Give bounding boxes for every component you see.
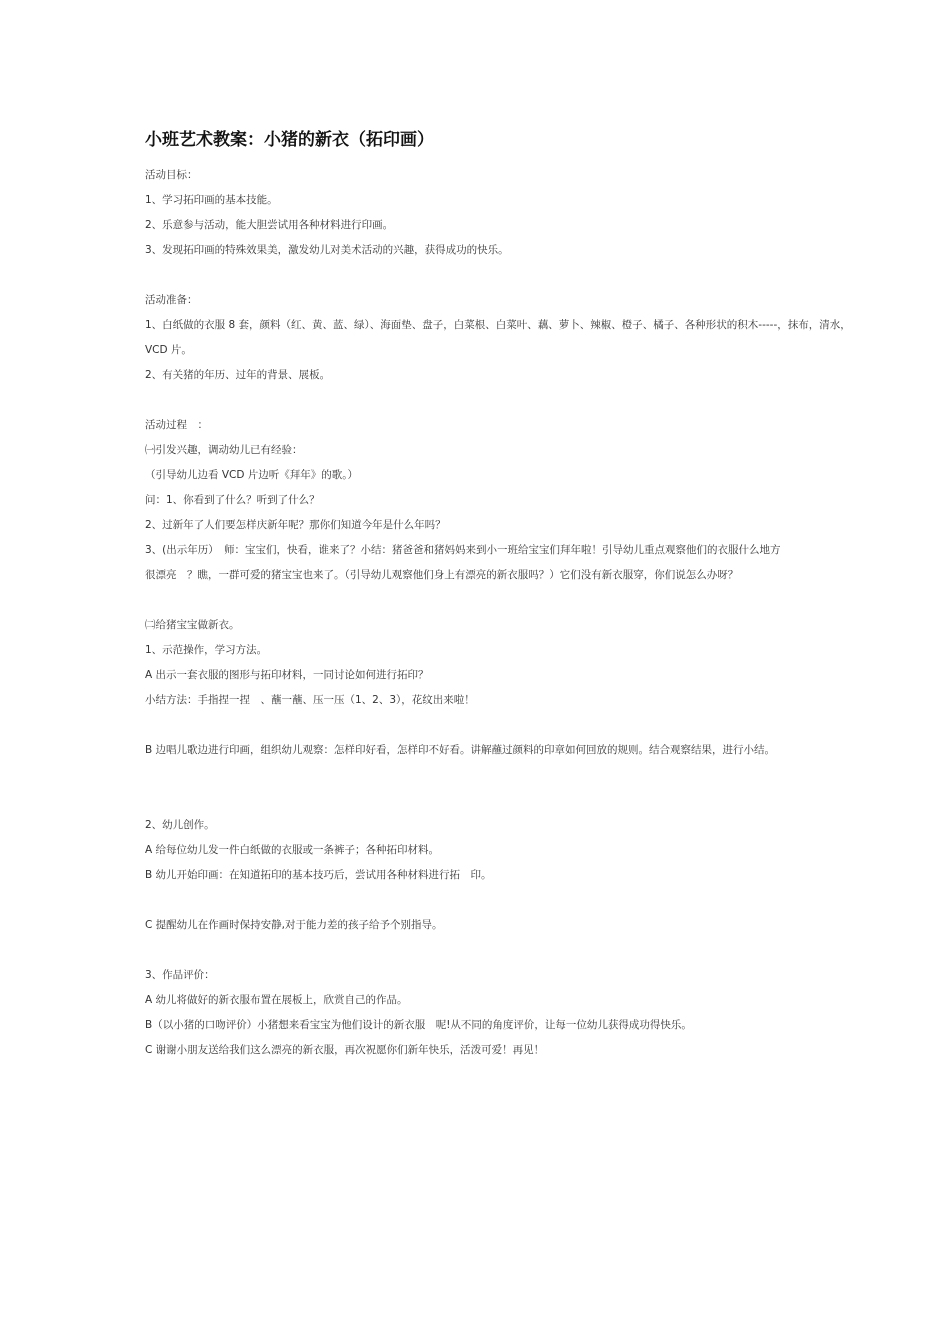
process-text: 问：1、你看到了什么？听到了什么？ — [145, 494, 320, 506]
preparation-item: 2、有关猪的年历、过年的背景、展板。 — [145, 369, 331, 381]
process-step-heading: ㈠引发兴趣，调动幼儿已有经验： — [145, 444, 303, 456]
paragraph-gap — [145, 763, 825, 813]
paragraph-gap — [145, 588, 825, 613]
process-text: 2、过新年了人们要怎样庆新年呢？那你们知道今年是什么年吗？ — [145, 519, 446, 531]
goal-item: 3、发现拓印画的特殊效果美，激发幼儿对美术活动的兴趣，获得成功的快乐。 — [145, 244, 509, 256]
document-title: 小班艺术教案：小猪的新衣（拓印画） — [145, 130, 434, 150]
process-text: C 提醒幼儿在作画时保持安静,对于能力差的孩子给予个别指导。 — [145, 919, 443, 931]
process-text: B 幼儿开始印画：在知道拓印的基本技巧后，尝试用各种材料进行拓 印。 — [145, 869, 492, 881]
process-text: 1、示范操作，学习方法。 — [145, 644, 268, 656]
process-step-heading: ㈡给猪宝宝做新衣。 — [145, 619, 240, 631]
process-text: C 谢谢小朋友送给我们这么漂亮的新衣服，再次祝愿你们新年快乐，活泼可爱！再见！ — [145, 1044, 545, 1056]
paragraph-gap — [145, 713, 825, 738]
process-text: 3、作品评价： — [145, 969, 215, 981]
process-text: B 边唱儿歌边进行印画，组织幼儿观察：怎样印好看，怎样印不好看。讲解蘸过颜料的印章如何回放的规则。结合观察结果，进行小结。 — [145, 744, 776, 756]
process-text: A 幼儿将做好的新衣服布置在展板上，欣赏自己的作品。 — [145, 994, 408, 1006]
document-body — [145, 163, 851, 1063]
process-text: A 出示一套衣服的图形与拓印材料，一同讨论如何进行拓印？ — [145, 669, 429, 681]
paragraph-gap — [145, 938, 825, 963]
process-text-continued: 很漂亮 ？瞧，一群可爱的猪宝宝也来了。（引导幼儿观察他们身上有漂亮的新衣服吗？）它们没有新衣服穿，你们说怎么办呀？ — [145, 569, 739, 581]
process-text: B（以小猪的口吻评价）小猪想来看宝宝为他们设计的新衣服 呢!从不同的角度评价，让每一位幼儿获得成功得快乐。 — [145, 1019, 692, 1031]
goal-item: 2、乐意参与活动，能大胆尝试用各种材料进行印画。 — [145, 219, 394, 231]
section-heading-goals: 活动目标： — [145, 169, 198, 181]
section-heading-process: 活动过程 ： — [145, 419, 208, 431]
process-text: 2、幼儿创作。 — [145, 819, 215, 831]
preparation-item-continued: VCD 片。 — [145, 344, 192, 356]
process-text: （引导幼儿边看 VCD 片边听《拜年》的歌。） — [145, 469, 359, 481]
preparation-item: 1、白纸做的衣服 8 套，颜料（红、黄、蓝、绿）、海面垫、盘子，白菜根、白菜叶、藕、萝卜、辣椒、橙子、橘子、各种形状的积木-----，抹布，清水， — [145, 319, 851, 331]
process-text: 小结方法：手指捏一捏 、蘸一蘸、压一压（1、2、3），花纹出来啦！ — [145, 694, 475, 706]
goal-item: 1、学习拓印画的基本技能。 — [145, 194, 278, 206]
process-text: 3、(出示年历） 师：宝宝们，快看，谁来了？小结：猪爸爸和猪妈妈来到小一班给宝宝们拜年啦！引导幼儿重点观察他们的衣服什么地方 — [145, 544, 781, 556]
section-heading-preparation: 活动准备： — [145, 294, 198, 306]
paragraph-gap — [145, 888, 825, 913]
process-text: A 给每位幼儿发一件白纸做的衣服或一条裤子；各种拓印材料。 — [145, 844, 440, 856]
paragraph-gap — [145, 263, 825, 288]
paragraph-gap — [145, 388, 825, 413]
